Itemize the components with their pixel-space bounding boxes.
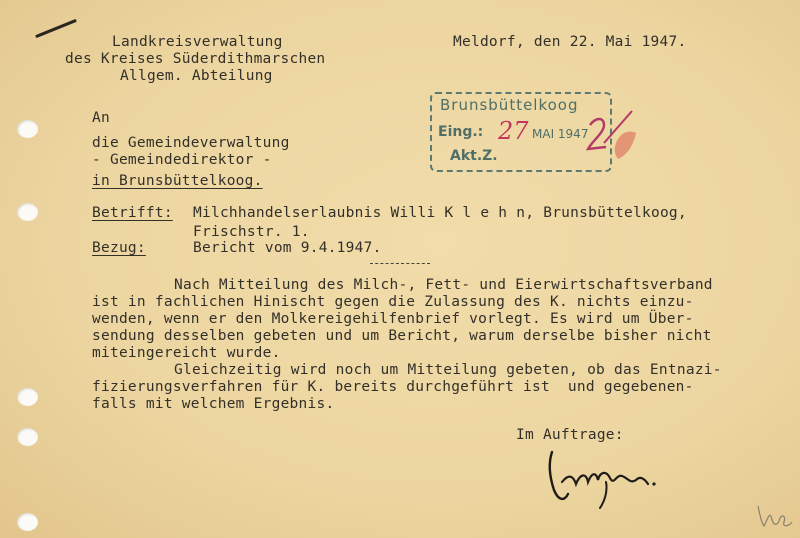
recipient-line-4: in Brunsbüttelkoog.: [92, 173, 263, 189]
stamp-place: Brunsbüttelkoog: [440, 96, 579, 114]
body-p1-line-3: wenden, wenn er den Molkereigehilfenbrief vorlegt. Es wird um Über-: [92, 311, 694, 327]
sender-line-3: Allgem. Abteilung: [120, 68, 273, 84]
body-p1-line-4: sendung desselben gebeten und um Bericht, warum derselbe bisher nicht: [92, 328, 712, 344]
body-p2-line-3: falls mit welchem Ergebnis.: [92, 396, 335, 412]
stamp-received-date: MAI 1947: [532, 127, 589, 141]
punch-hole: [17, 203, 38, 221]
punch-hole: [17, 513, 38, 531]
stamp-received-label: Eing.:: [438, 124, 484, 140]
place-date: Meldorf, den 22. Mai 1947.: [453, 34, 687, 50]
punch-hole: [17, 428, 38, 446]
pen-mark: [35, 19, 77, 38]
closing: Im Auftrage:: [516, 427, 624, 443]
subject-text-2: Frischstr. 1.: [193, 224, 310, 240]
reference-text: Bericht vom 9.4.1947.: [193, 240, 382, 256]
body-p2-line-1: Gleichzeitig wird noch um Mitteilung gebeten, ob das Entnazi-: [174, 362, 722, 378]
sender-line-1: Landkreisverwaltung: [112, 34, 283, 50]
signature: [544, 438, 662, 510]
subject-text-1: Milchhandelserlaubnis Willi K l e h n, Brunsbüttelkoog,: [193, 205, 687, 221]
recipient-line-2: die Gemeindeverwaltung: [92, 135, 290, 151]
body-p1-line-2: ist in fachlichen Hinischt gegen die Zulassung des K. nichts einzu-: [92, 294, 694, 310]
stamp-file-label: Akt.Z.: [450, 148, 498, 164]
separator-rule: [370, 263, 430, 264]
pencil-initials: [752, 496, 796, 534]
handwritten-mark: [582, 103, 642, 163]
body-p2-line-2: fizierungsverfahren für K. bereits durchgeführt ist und gegebenen-: [92, 379, 694, 395]
reference-label: Bezug:: [92, 240, 146, 256]
stamp-received-day: 27: [498, 117, 529, 145]
recipient-line-1: An: [92, 110, 110, 126]
body-p1-line-1: Nach Mitteilung des Milch-, Fett- und Eierwirtschaftsverband: [174, 277, 713, 293]
recipient-line-3: - Gemeindedirektor -: [92, 152, 272, 168]
subject-label: Betrifft:: [92, 205, 173, 221]
sender-line-2: des Kreises Süderdithmarschen: [65, 51, 326, 67]
body-p1-line-5: miteingereicht wurde.: [92, 345, 281, 361]
punch-hole: [17, 388, 38, 406]
punch-hole: [17, 120, 38, 138]
